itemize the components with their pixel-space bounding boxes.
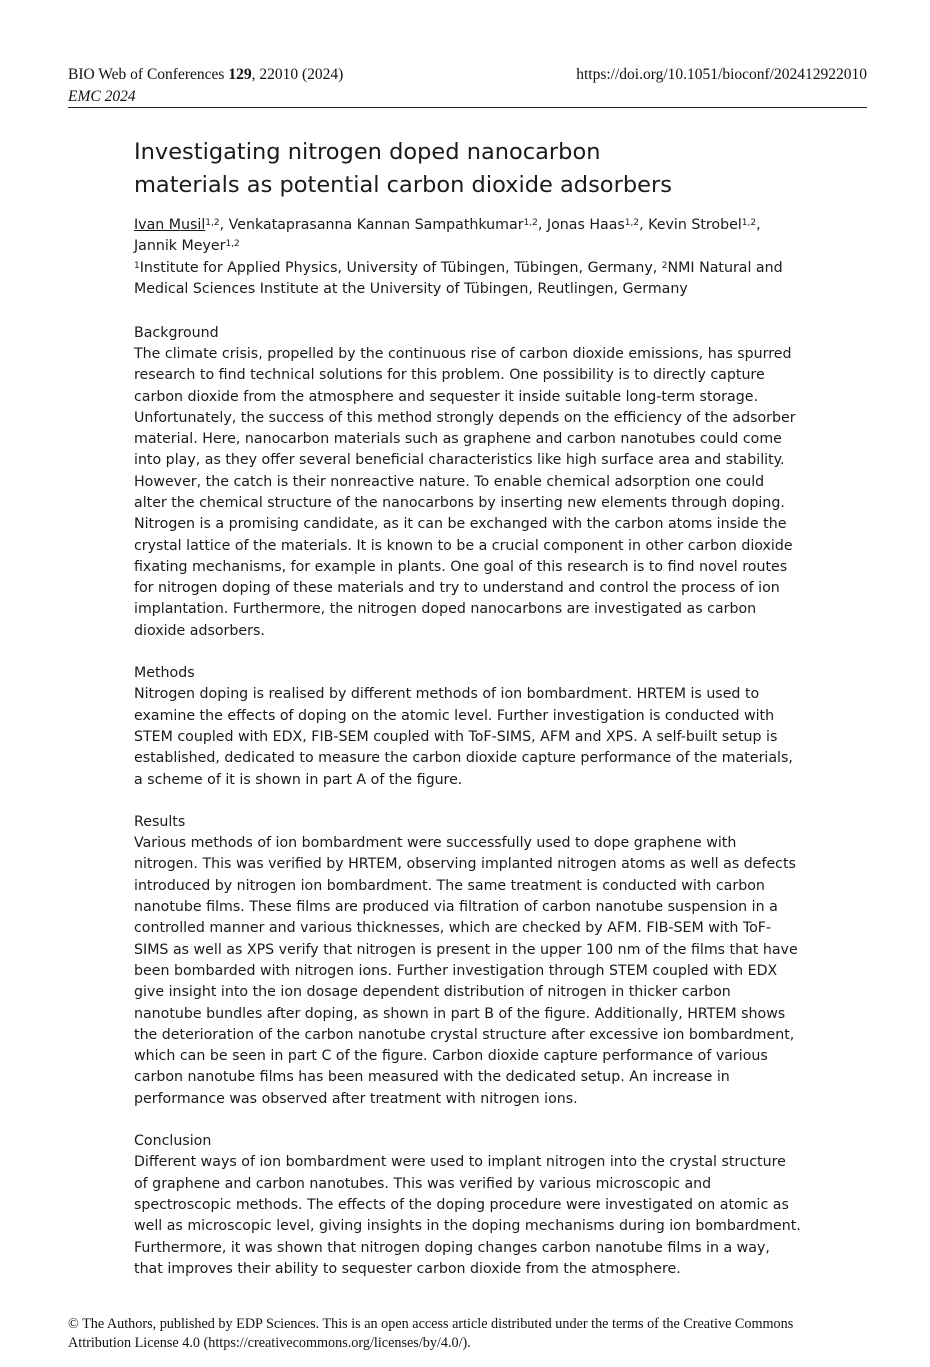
text-line: SIMS as well as XPS verify that nitrogen is present in the upper 100 nm of the films that have bbox=[134, 941, 798, 958]
text-line: examine the effects of doping on the atomic level. Further investigation is conducted with bbox=[134, 707, 775, 724]
section-methods bbox=[134, 663, 802, 791]
license-footer bbox=[68, 1315, 868, 1353]
text-line: STEM coupled with EDX, FIB-SEM coupled with ToF-SIMS, AFM and XPS. A self-built setup is bbox=[134, 728, 778, 745]
text-line: carbon nanotube films has been measured with the dedicated setup. An increase in bbox=[134, 1069, 730, 1086]
text-line: controlled manner and various thicknesses, which are checked by AFM. FIB-SEM with ToF- bbox=[134, 920, 772, 937]
conference-name: EMC 2024 bbox=[68, 88, 136, 105]
header-divider bbox=[68, 107, 867, 108]
text-line: However, the catch is their nonreactive nature. To enable chemical adsorption one could bbox=[134, 473, 765, 490]
author-name: Jonas Haas bbox=[546, 217, 625, 233]
section-results bbox=[134, 812, 802, 1110]
author-name: Kevin Strobel bbox=[648, 217, 742, 233]
author-name: Jannik Meyer bbox=[134, 238, 226, 255]
title-line: Investigating nitrogen doped nanocarbon bbox=[134, 139, 601, 165]
text-line: alter the chemical structure of the nanocarbons by inserting new elements through doping. bbox=[134, 495, 785, 511]
section-heading: Results bbox=[134, 813, 186, 830]
section-text bbox=[134, 833, 802, 1110]
author-list: Ivan Musil$^{1,2}$, Venkataprasanna Kannan Sampathkumar$^{1,2}$, Jonas Haas$^{1,2}$, Kevin Strobel$^{1,2}$, Jannik Meyer$^{1,2}$ bbox=[134, 217, 761, 255]
text-line: nanotube bundles after doping, as shown in part B of the figure. Additionally, HRTEM shows bbox=[134, 1005, 786, 1022]
text-line: Attribution License 4.0 (https://creativecommons.org/licenses/by/4.0/). bbox=[68, 1335, 471, 1351]
text-line: a scheme of it is shown in part A of the figure. bbox=[134, 771, 463, 788]
text-line: Nitrogen is a promising candidate, as it can be exchanged with the carbon atoms inside the bbox=[134, 516, 787, 533]
text-line: nitrogen. This was verified by HRTEM, observing implanted nitrogen atoms as well as defects bbox=[134, 856, 796, 873]
text-line: which can be seen in part C of the figure. Carbon dioxide capture performance of various bbox=[134, 1048, 768, 1065]
text-line: Furthermore, it was shown that nitrogen doping changes carbon nanotube films in a way, bbox=[134, 1239, 770, 1256]
text-line: the deterioration of the carbon nanotube crystal structure after excessive ion bombardment, bbox=[134, 1026, 795, 1043]
text-line: nanotube films. These films are produced via filtration of carbon nanotube suspension in a bbox=[134, 899, 778, 916]
text-line: spectroscopic methods. The effects of the doping procedure were investigated on atomic as bbox=[134, 1196, 789, 1213]
text-line: dioxide adsorbers. bbox=[134, 622, 265, 639]
paper-body bbox=[134, 136, 802, 1280]
affiliations bbox=[134, 258, 802, 301]
affiliation-text: Medical Sciences Institute at the University of Tübingen, Reutlingen, Germany bbox=[134, 281, 688, 298]
journal-citation bbox=[68, 64, 343, 85]
text-line: crystal lattice of the materials. It is known to be a crucial component in other carbon dioxide bbox=[134, 537, 793, 554]
text-line: well as microscopic level, giving insights in the doping mechanisms during ion bombardment. bbox=[134, 1218, 801, 1235]
text-line: © The Authors, published by EDP Sciences. This is an open access article distributed under the terms of the Creative Commons bbox=[68, 1316, 794, 1332]
section-heading: Methods bbox=[134, 665, 195, 682]
text-line: Different ways of ion bombardment were used to implant nitrogen into the crystal structure bbox=[134, 1154, 786, 1171]
text-line: that improves their ability to sequester carbon dioxide from the atmosphere. bbox=[134, 1260, 681, 1277]
author-name: Ivan Musil bbox=[134, 217, 206, 233]
doi-link[interactable]: https://doi.org/10.1051/bioconf/202412922010 bbox=[576, 66, 867, 83]
text-line: give insight into the ion dosage dependent distribution of nitrogen in thicker carbon bbox=[134, 984, 731, 1001]
text-line: established, dedicated to measure the carbon dioxide capture performance of the materials, bbox=[134, 750, 793, 767]
section-text bbox=[134, 344, 802, 642]
author-affiliation-mark: 1,2 bbox=[741, 218, 757, 228]
author-affiliation-mark: 1,2 bbox=[624, 218, 640, 228]
title-line: materials as potential carbon dioxide adsorbers bbox=[134, 172, 672, 198]
section-heading: Conclusion bbox=[134, 1133, 212, 1150]
text-line: implantation. Furthermore, the nitrogen doped nanocarbons are investigated as carbon bbox=[134, 601, 757, 618]
journal-name: BIO Web of Conferences bbox=[68, 66, 225, 83]
section-conclusion bbox=[134, 1131, 802, 1280]
affiliation-text: NMI Natural and bbox=[667, 259, 783, 276]
text-line: carbon dioxide from the atmosphere and sequester it inside suitable long-term storage. bbox=[134, 388, 758, 405]
text-line: Unfortunately, the success of this method strongly depends on the efficiency of the adsorber bbox=[134, 409, 796, 426]
author-affiliation-mark: 1,2 bbox=[205, 218, 220, 228]
text-line: Various methods of ion bombardment were successfully used to dope graphene with bbox=[134, 835, 737, 852]
text-line: The climate crisis, propelled by the continuous rise of carbon dioxide emissions, has spurred bbox=[134, 345, 792, 362]
text-line: into play, as they offer several beneficial characteristics like high surface area and stability. bbox=[134, 452, 785, 469]
paper-title bbox=[134, 136, 802, 202]
article-number: , 22010 (2024) bbox=[251, 66, 344, 83]
author-affiliation-mark: 1,2 bbox=[523, 218, 538, 228]
section-heading: Background bbox=[134, 324, 219, 341]
text-line: introduced by nitrogen ion bombardment. The same treatment is conducted with carbon bbox=[134, 877, 765, 894]
text-line: for nitrogen doping of these materials and try to understand and control the process of ion bbox=[134, 580, 780, 597]
section-text bbox=[134, 1152, 802, 1280]
journal-volume: 129 bbox=[228, 66, 252, 83]
text-line: of graphene and carbon nanotubes. This was verified by various microscopic and bbox=[134, 1175, 712, 1192]
text-line: fixating mechanisms, for example in plants. One goal of this research is to find novel routes bbox=[134, 558, 788, 575]
author-name: Venkataprasanna Kannan Sampathkumar bbox=[228, 217, 524, 233]
text-line: performance was observed after treatment with nitrogen ions. bbox=[134, 1090, 578, 1107]
text-line: research to find technical solutions for this problem. One possibility is to directly capture bbox=[134, 367, 765, 384]
affiliation-text: Institute for Applied Physics, University of Tübingen, Tübingen, Germany, bbox=[139, 259, 662, 276]
author-affiliation-mark: 1,2 bbox=[225, 239, 240, 250]
section-text bbox=[134, 684, 802, 790]
text-line: Nitrogen doping is realised by different methods of ion bombardment. HRTEM is used to bbox=[134, 686, 760, 703]
section-background bbox=[134, 323, 802, 642]
text-line: material. Here, nanocarbon materials such as graphene and carbon nanotubes could come bbox=[134, 431, 782, 448]
affiliation-mark: 2 bbox=[661, 260, 668, 271]
affiliation-mark: 1 bbox=[134, 260, 140, 271]
text-line: been bombarded with nitrogen ions. Further investigation through STEM coupled with EDX bbox=[134, 962, 778, 979]
